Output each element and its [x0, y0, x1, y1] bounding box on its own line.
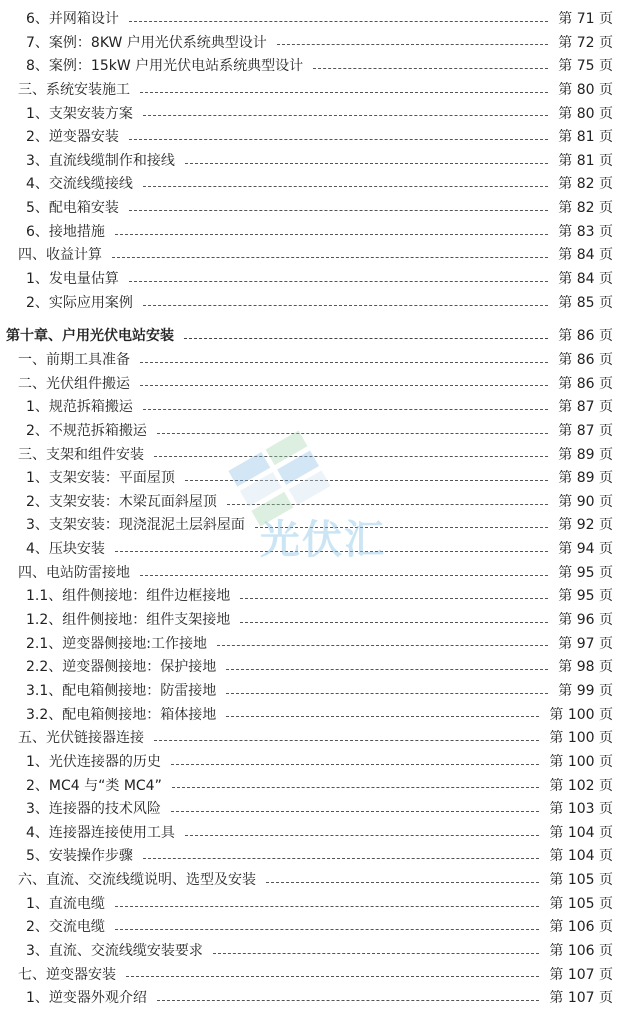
dot-leader	[185, 162, 548, 164]
toc-entry-title: 四、电站防雷接地	[18, 564, 130, 581]
toc-entry[interactable]	[0, 704, 625, 728]
dot-leader	[313, 67, 548, 69]
toc-entry[interactable]	[0, 822, 625, 846]
toc-entry[interactable]	[0, 987, 625, 1011]
dot-leader	[240, 621, 548, 623]
toc-entry[interactable]	[0, 55, 625, 79]
toc-entry-title: 2、支架安装：木梁瓦面斜屋顶	[26, 493, 217, 510]
toc-entry-page: 第 106 页	[549, 919, 613, 936]
toc-entry[interactable]	[0, 221, 625, 245]
toc-entry[interactable]	[0, 444, 625, 468]
dot-leader	[143, 408, 548, 410]
dot-leader	[227, 503, 548, 505]
dot-leader	[213, 952, 539, 954]
toc-entry-title: 6、并网箱设计	[26, 11, 119, 27]
toc-entry-page: 第 71 页	[558, 11, 613, 27]
dot-leader	[115, 233, 548, 235]
toc-entry-title: 1、规范拆箱搬运	[26, 399, 133, 416]
toc-entry-title: 四、收益计算	[18, 247, 102, 264]
dot-leader	[266, 881, 539, 883]
toc-entry-title: 1、支架安装：平面屋顶	[26, 470, 175, 487]
dot-leader	[143, 185, 548, 187]
toc-entry-title: 1、逆变器外观介绍	[26, 990, 147, 1007]
toc-entry-page: 第 89 页	[558, 446, 613, 463]
toc-entry-title: 8、案例：15kW 户用光伏电站系统典型设计	[26, 58, 304, 75]
dot-leader	[185, 479, 548, 481]
dot-leader	[143, 114, 548, 116]
toc-entry-page: 第 85 页	[558, 294, 613, 311]
toc-entry-page: 第 96 页	[558, 612, 613, 629]
toc-entry-title: 2、实际应用案例	[26, 294, 133, 311]
dot-leader	[140, 91, 548, 93]
toc-entry-page: 第 94 页	[558, 541, 613, 558]
toc-entry[interactable]	[0, 197, 625, 221]
dot-leader	[226, 715, 539, 717]
toc-entry-page: 第 105 页	[549, 872, 613, 889]
toc-entry[interactable]	[0, 893, 625, 917]
toc-entry[interactable]	[0, 633, 625, 657]
toc-entry-page: 第 107 页	[549, 966, 613, 983]
toc-entry-title: 3、直流、交流线缆安装要求	[26, 942, 203, 959]
toc-entry-page: 第 104 页	[549, 824, 613, 841]
toc-entry-page: 第 84 页	[558, 271, 613, 288]
dot-leader	[112, 256, 548, 258]
toc-entry-page: 第 87 页	[558, 399, 613, 416]
toc-entry-title: 1.1、组件侧接地：组件边框接地	[26, 588, 231, 605]
toc-entry-title: 1、光伏连接器的历史	[26, 753, 161, 770]
toc-entry[interactable]	[0, 680, 625, 704]
toc-entry[interactable]	[0, 727, 625, 751]
toc-entry-title: 2、MC4 与“类 MC4”	[26, 777, 162, 794]
dot-leader	[226, 692, 548, 694]
toc-entry-title: 3、直流线缆制作和接线	[26, 152, 175, 169]
toc-entry-page: 第 100 页	[549, 730, 613, 747]
dot-leader	[140, 384, 548, 386]
toc-entry[interactable]	[0, 8, 625, 32]
toc-entry-page: 第 82 页	[558, 200, 613, 217]
toc-entry-title: 五、光伏链接器连接	[18, 730, 144, 747]
toc-entry-page: 第 86 页	[558, 375, 613, 392]
toc-entry-title: 一、前期工具准备	[18, 351, 130, 368]
toc-entry-page: 第 83 页	[558, 223, 613, 240]
toc-entry[interactable]	[0, 940, 625, 964]
toc-entry[interactable]	[0, 126, 625, 150]
toc-entry-page: 第 84 页	[558, 247, 613, 264]
dot-leader	[217, 644, 548, 646]
toc-entry[interactable]	[0, 373, 625, 397]
toc-entry-page: 第 98 页	[558, 659, 613, 676]
toc-entry[interactable]	[0, 349, 625, 373]
toc-entry[interactable]	[0, 268, 625, 292]
dot-leader	[129, 20, 548, 22]
toc-entry-page: 第 81 页	[558, 152, 613, 169]
toc-entry-title: 6、接地措施	[26, 223, 105, 240]
dot-leader	[143, 304, 548, 306]
toc-entry-page: 第 103 页	[549, 801, 613, 818]
toc-entry-page: 第 100 页	[549, 706, 613, 723]
toc-entry[interactable]	[0, 964, 625, 988]
dot-leader	[129, 209, 548, 211]
toc-entry-page: 第 102 页	[549, 777, 613, 794]
toc-entry-title: 3.1、配电箱侧接地：防雷接地	[26, 682, 217, 699]
toc-entry-title: 5、配电箱安装	[26, 200, 119, 217]
dot-leader	[171, 810, 539, 812]
toc-entry[interactable]	[0, 609, 625, 633]
toc-entry-page: 第 86 页	[558, 328, 613, 345]
toc-entry-page: 第 95 页	[558, 588, 613, 605]
dot-leader	[140, 574, 548, 576]
toc-entry[interactable]	[0, 562, 625, 586]
dot-leader	[226, 668, 548, 670]
toc-entry[interactable]	[0, 798, 625, 822]
toc-entry-page: 第 107 页	[549, 990, 613, 1007]
toc-entry[interactable]	[0, 396, 625, 420]
toc-entry-page: 第 92 页	[558, 517, 613, 534]
toc-entry[interactable]	[0, 775, 625, 799]
toc-entry-title: 三、支架和组件安装	[18, 446, 144, 463]
toc-entry-title: 3、连接器的技术风险	[26, 801, 161, 818]
toc-entry[interactable]	[0, 173, 625, 197]
watermark-text: 光伏汇	[260, 517, 386, 563]
toc-entry[interactable]	[0, 845, 625, 869]
toc-entry-page: 第 89 页	[558, 470, 613, 487]
dot-leader	[154, 739, 539, 741]
toc-entry-page: 第 81 页	[558, 129, 613, 146]
toc-entry[interactable]	[0, 916, 625, 940]
toc-entry-title: 2.2、逆变器侧接地：保护接地	[26, 659, 217, 676]
toc-entry-title: 4、交流线缆接线	[26, 176, 133, 193]
dot-leader	[154, 455, 548, 457]
toc-entry-page: 第 86 页	[558, 351, 613, 368]
toc-entry-page: 第 87 页	[558, 422, 613, 439]
toc-entry-title: 1、直流电缆	[26, 895, 105, 912]
toc-entry-title: 六、直流、交流线缆说明、选型及安装	[18, 872, 256, 889]
dot-leader	[143, 857, 539, 859]
toc-entry[interactable]	[0, 79, 625, 103]
toc-entry-page: 第 99 页	[558, 682, 613, 699]
toc-entry-title: 2、交流电缆	[26, 919, 105, 936]
toc-entry-page: 第 72 页	[558, 34, 613, 51]
toc-entry-page: 第 100 页	[549, 753, 613, 770]
toc-entry-page: 第 80 页	[558, 81, 613, 98]
toc-entry-title: 4、压块安装	[26, 541, 105, 558]
dot-leader	[184, 337, 548, 339]
dot-leader	[157, 432, 548, 434]
dot-leader	[115, 905, 539, 907]
dot-leader	[140, 361, 548, 363]
toc-entry-title: 3、支架安装：现浇混泥土层斜屋面	[26, 517, 245, 534]
toc-entry-title: 三、系统安装施工	[18, 81, 130, 98]
toc-entry-title: 七、逆变器安装	[18, 966, 116, 983]
toc-entry[interactable]	[0, 467, 625, 491]
toc-entry-page: 第 104 页	[549, 848, 613, 865]
toc-entry-page: 第 106 页	[549, 942, 613, 959]
toc-entry-title: 2、逆变器安装	[26, 129, 119, 146]
toc-entry-page: 第 82 页	[558, 176, 613, 193]
toc-entry-title: 1、发电量估算	[26, 271, 119, 288]
toc-entry[interactable]	[0, 32, 625, 56]
toc-entry-page: 第 95 页	[558, 564, 613, 581]
dot-leader	[129, 138, 548, 140]
toc-entry[interactable]	[0, 656, 625, 680]
toc-entry-title: 第十章、户用光伏电站安装	[6, 328, 174, 345]
toc-entry-title: 3.2、配电箱侧接地：箱体接地	[26, 706, 217, 723]
toc-entry[interactable]	[0, 751, 625, 775]
toc-entry-title: 2.1、逆变器侧接地:工作接地	[26, 635, 207, 652]
toc-entry-title: 2、不规范拆箱搬运	[26, 422, 147, 439]
toc-entry-page: 第 97 页	[558, 635, 613, 652]
toc-entry-title: 1、支架安装方案	[26, 105, 133, 122]
toc-entry-title: 二、光伏组件搬运	[18, 375, 130, 392]
toc-entry[interactable]	[0, 869, 625, 893]
toc-entry[interactable]	[0, 292, 625, 316]
toc-entry[interactable]	[0, 420, 625, 444]
dot-leader	[129, 280, 548, 282]
dot-leader	[171, 763, 539, 765]
toc-entry-page: 第 90 页	[558, 493, 613, 510]
dot-leader	[240, 597, 548, 599]
toc-entry-title: 5、安装操作步骤	[26, 848, 133, 865]
toc-entry[interactable]	[0, 103, 625, 127]
toc-entry-title: 4、连接器连接使用工具	[26, 824, 175, 841]
toc-entry-page: 第 75 页	[558, 58, 613, 75]
toc-entry[interactable]	[0, 325, 625, 349]
toc-entry[interactable]	[0, 585, 625, 609]
toc-entry-page: 第 80 页	[558, 105, 613, 122]
toc-entry[interactable]	[0, 244, 625, 268]
dot-leader	[277, 43, 548, 45]
dot-leader	[172, 786, 540, 788]
dot-leader	[185, 834, 539, 836]
toc-entry-page: 第 105 页	[549, 895, 613, 912]
dot-leader	[157, 999, 539, 1001]
toc-entry-title: 1.2、组件侧接地：组件支架接地	[26, 612, 231, 629]
dot-leader	[115, 928, 539, 930]
toc-entry-title: 7、案例：8KW 户用光伏系统典型设计	[26, 34, 267, 51]
toc-entry[interactable]	[0, 150, 625, 174]
dot-leader	[126, 975, 539, 977]
